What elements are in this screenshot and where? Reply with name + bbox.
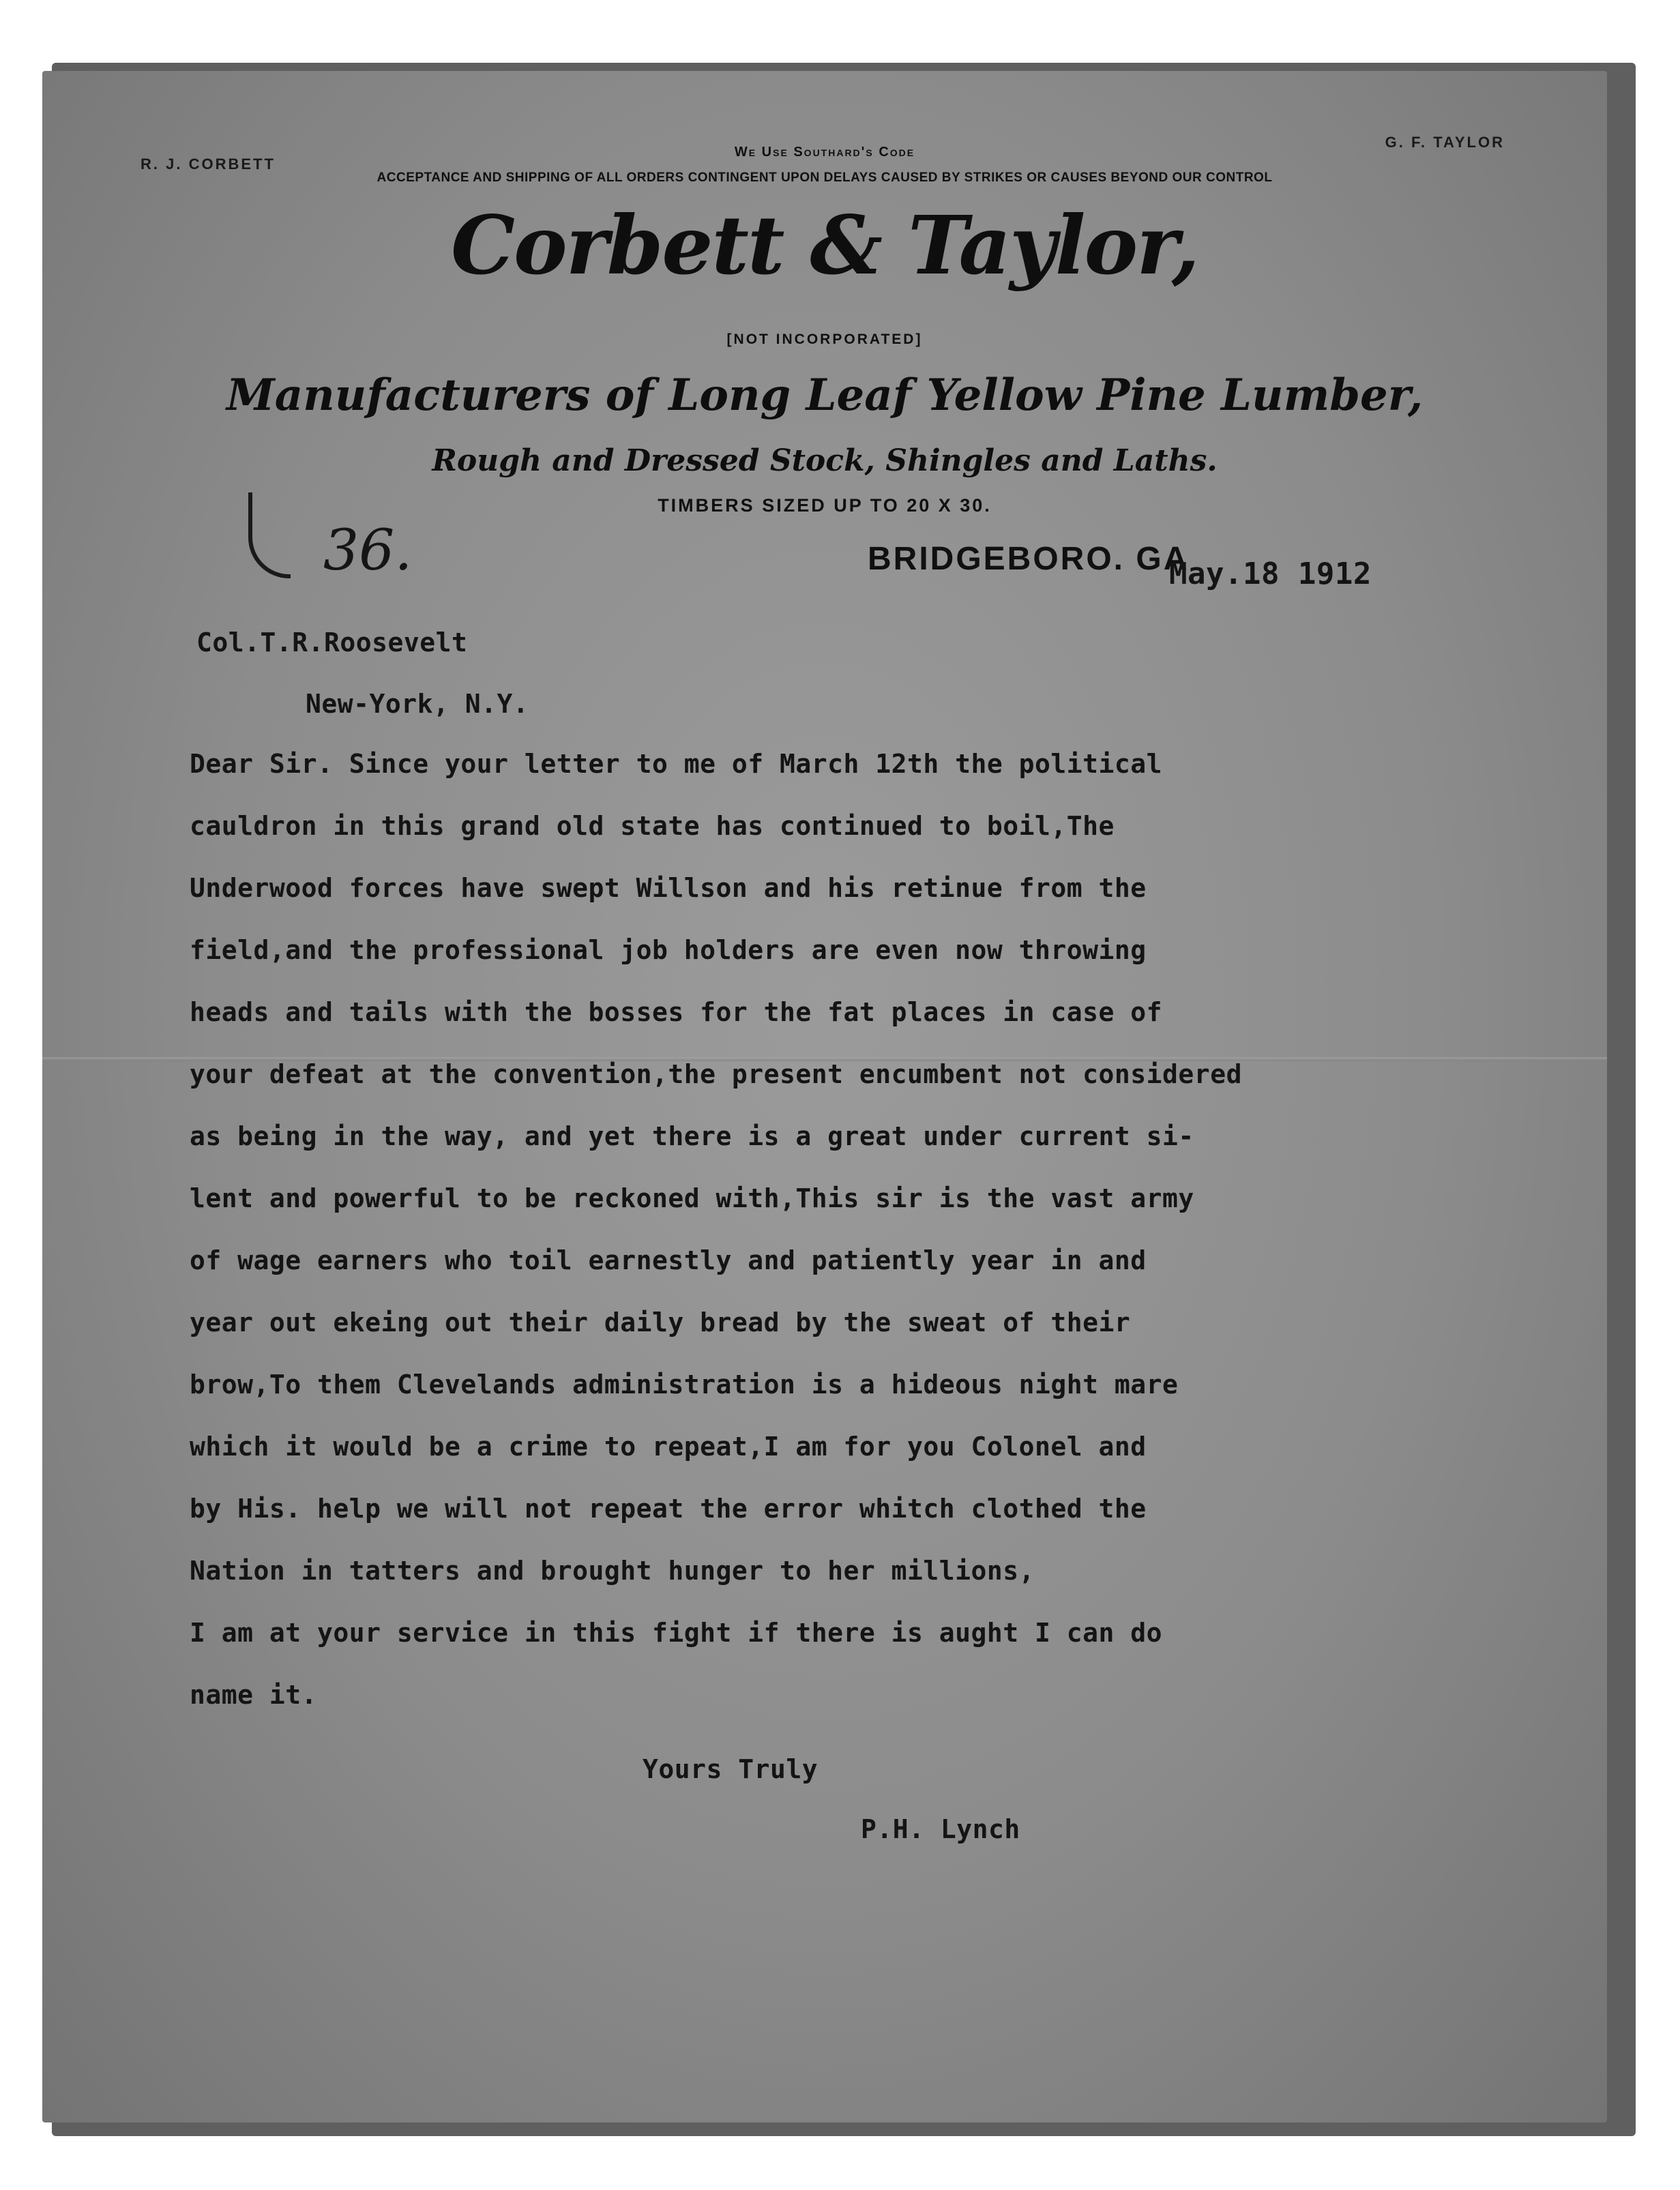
body-line: of wage earners who toil earnestly and patiently year in and — [190, 1245, 1147, 1275]
body-line: brow,To them Clevelands administration is a hideous night mare — [190, 1370, 1179, 1400]
handwritten-number: 36. — [323, 518, 413, 583]
timbers-line: TIMBERS SIZED UP TO 20 X 30. — [658, 495, 992, 516]
body-line: lent and powerful to be reckoned with,This sir is the vast army — [190, 1183, 1194, 1213]
body-line: Dear Sir. Since your letter to me of March 12th the political — [190, 749, 1163, 779]
recipient-address: New-York, N.Y. — [306, 689, 529, 719]
partner-right-name: G. F. TAYLOR — [1385, 134, 1505, 151]
company-products: Rough and Dressed Stock, Shingles and Laths. — [432, 443, 1218, 478]
partner-left-name: R. J. CORBETT — [141, 156, 276, 173]
body-line: as being in the way, and yet there is a great under current si- — [190, 1121, 1194, 1151]
body-line: Nation in tatters and brought hunger to her millions, — [190, 1556, 1035, 1586]
body-line: cauldron in this grand old state has continued to boil,The — [190, 811, 1115, 841]
body-line: I am at your service in this fight if there is aught I can do — [190, 1618, 1163, 1648]
letterhead-location: BRIDGEBORO. GA — [868, 541, 1190, 577]
body-line: your defeat at the convention,the present encumbent not considered — [190, 1059, 1242, 1089]
letter-signature: P.H. Lynch — [861, 1814, 1020, 1844]
handwritten-bracket — [248, 492, 291, 578]
company-name: Corbett & Taylor, — [451, 198, 1198, 293]
recipient-name: Col.T.R.Roosevelt — [196, 627, 468, 657]
letter-closing: Yours Truly — [643, 1754, 819, 1784]
body-line: heads and tails with the bosses for the fat places in case of — [190, 997, 1163, 1027]
body-line: which it would be a crime to repeat,I am for you Colonel and — [190, 1432, 1147, 1462]
body-line: field,and the professional job holders are even now throwing — [190, 935, 1147, 965]
body-line: name it. — [190, 1680, 318, 1710]
conditions-line: ACCEPTANCE AND SHIPPING OF ALL ORDERS CONTINGENT UPON DELAYS CAUSED BY STRIKES OR CAUSES BEYOND OUR CONTROL — [377, 171, 1273, 185]
code-line: We Use Southard's Code — [734, 145, 915, 160]
letter-sheet — [42, 71, 1607, 2122]
letter-date: May.18 1912 — [1169, 557, 1372, 591]
company-tagline: Manufacturers of Long Leaf Yellow Pine Lumber, — [226, 370, 1424, 421]
incorporation-note: [NOT INCORPORATED] — [726, 331, 923, 347]
body-line: by His. help we will not repeat the error whitch clothed the — [190, 1494, 1147, 1524]
body-line: year out ekeing out their daily bread by the sweat of their — [190, 1307, 1131, 1337]
body-line: Underwood forces have swept Willson and his retinue from the — [190, 873, 1147, 903]
